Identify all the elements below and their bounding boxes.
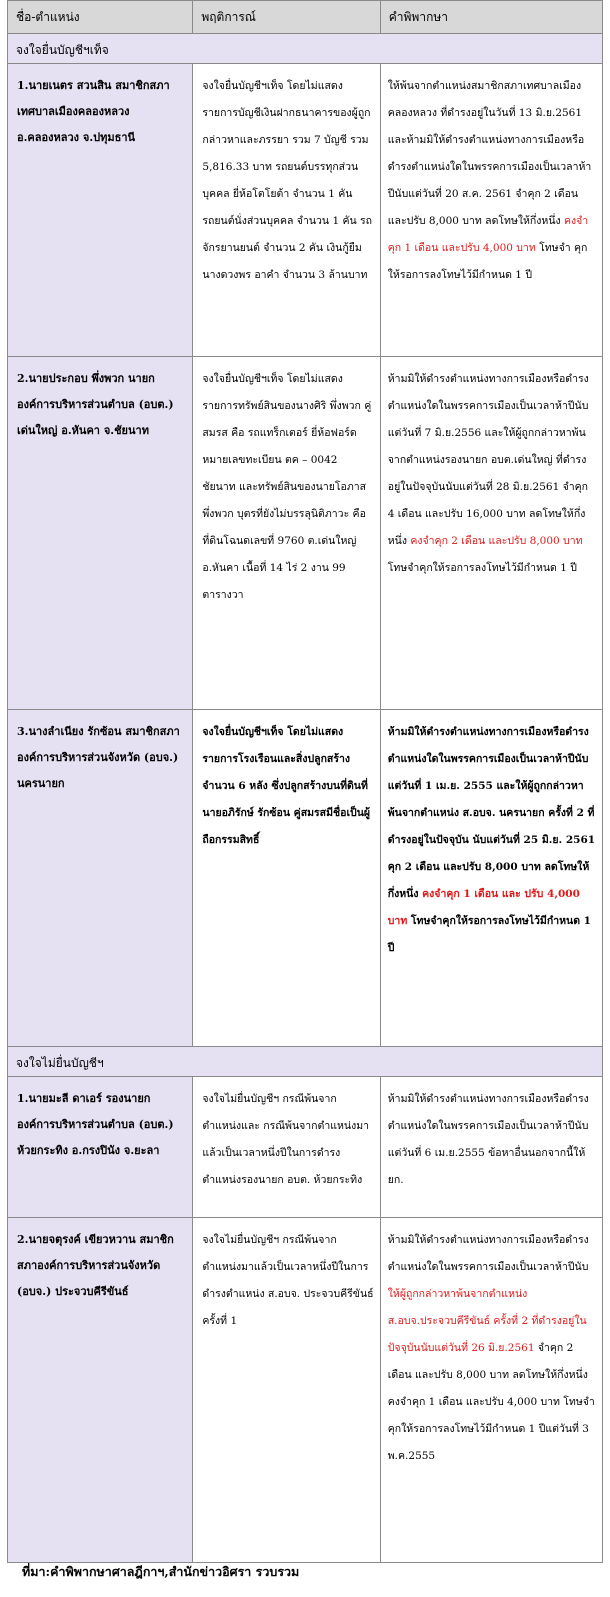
table-row [7,64,603,357]
table-row [7,357,603,710]
behavior-cell: จงใจยื่นบัญชีฯเท็จ โดยไม่แสดงรายการทรัพย์สินของนางศิริ พึ่งพวก คู่สมรส คือ รถแทร็กเตอร์ ยี่ห้อฟอร์ด หมายเลขทะเบียน ตค – 0042 ชัยนาท และทรัพย์สินของนายโอภาส พึ่งพวก บุตรที่ยังไม่บรรลุนิติภาวะ คือ ที่ดินโฉนดเลขที่ 9760 ต.เด่นใหญ่ อ.หันคา เนื้อที่ 14 ไร่ 2 งาน 99 ตารางวา [193,357,380,709]
person-cell: 3.นางลำเนียง รักซ้อน สมาชิกสภาองค์การบริหารส่วนจังหวัด (อบจ.) นครนายก [8,710,193,1046]
source-note: ที่มา:คำพิพากษาศาลฎีกาฯ,สำนักข่าวอิศรา รวบรวม [22,1564,300,1579]
person-cell: 2.นายประกอบ พึ่งพวก นายกองค์การบริหารส่วนตำบล (อบต.) เด่นใหญ่ อ.หันคา จ.ชัยนาท [8,357,193,709]
verdict-text: ให้พ้นจากตำแหน่งสมาชิกสภาเทศบาลเมืองคลองหลวง ที่ดำรงอยู่ในวันที่ 13 มิ.ย.2561 และห้ามมิให้ดำรงตำแหน่งทางการเมืองหรือดำรงตำแหน่งใดในพรรคการเมืองเป็นเวลาห้าปีนับแต่วันที่ 20 ส.ค. 2561 จำคุก 2 เดือน และปรับ 8,000 บาท ลดโทษให้กึ่งหนึ่ง [387,80,592,227]
verdict-highlight: คงจำคุก 1 เดือน และปรับ 4,000 บาท [387,215,589,254]
verdict-text: โทษจำ คุกให้รอการลงโทษไว้มีกำหนด 1 ปี [387,242,588,281]
behavior-cell: จงใจยื่นบัญชีฯเท็จ โดยไม่แสดงรายการบัญชีเงินฝากธนาคารของผู้ถูกกล่าวหาและภรรยา รวม 7 บัญชี รวม 5,816.33 บาท รถยนต์บรรทุกส่วนบุคคล ยี่ห้อโตโยต้า จำนวน 1 คัน รถยนต์นั่งส่วนบุคคล จำนวน 1 คัน รถจักรยานยนต์ จำนวน 2 คัน เงินกู้ยืมนางดวงพร อาคำ จำนวน 3 ล้านบาท [193,64,380,356]
table-header [7,0,603,34]
verdict-cell: ห้ามมิให้ดำรงตำแหน่งทางการเมืองหรือดำรงตำแหน่งใดในพรรคการเมืองเป็นเวลาห้าปีนับแต่วันที่ 6 เม.ย.2555 ข้อหาอื่นนอกจากนี้ให้ยก. [381,1077,602,1217]
behavior-cell: จงใจไม่ยื่นบัญชีฯ กรณีพ้นจากตำแหน่งและ กรณีพ้นจากตำแหน่งมาแล้วเป็นเวลาหนึ่งปีในการดำรงตำแหน่งรองนายก อบต. ห้วยกระทิง [193,1077,380,1217]
verdict-text: จำคุก 2 เดือน และปรับ 8,000 บาท ลดโทษให้กึ่งหนึ่ง คงจำคุก 1 เดือน และปรับ 4,000 บาท โทษจำคุกให้รอการลงโทษไว้มีกำหนด 1 ปีแต่วันที่ 3 พ.ค.2555 [387,1342,595,1462]
verdict-highlight: คงจำคุก 2 เดือน และปรับ 8,000 บาท [410,535,583,547]
table-row [7,1218,603,1563]
verdict-text: โทษจำคุกให้รอการลงโทษไว้มีกำหนด 1 ปี [387,562,577,574]
verdict-highlight: คงจำคุก 1 เดือน และ ปรับ 4,000 บาท [387,888,580,927]
verdict-text: ห้ามมิให้ดำรงตำแหน่งทางการเมืองหรือดำรงตำแหน่งใดในพรรคการเมืองเป็นเวลาห้าปีนับแต่วันที่ 1 เม.ย. 2555 และให้ผู้ถูกกล่าวหาพ้นจากตำแหน่ง ส.อบจ. นครนายก ครั้งที่ 2 ที่ดำรงอยู่ในปัจจุบัน นับแต่วันที่ 25 มิ.ย. 2561 คุก 2 เดือน และปรับ 8,000 บาท ลดโทษให้กึ่งหนึ่ง [387,726,596,900]
section-non-declaration: จงใจไม่ยื่นบัญชีฯ [7,1047,603,1077]
person-cell: 1.นายเนตร สวนสิน สมาชิกสภาเทศบาลเมืองคลองหลวง อ.คลองหลวง จ.ปทุมธานี [8,64,193,356]
verdict-table [7,0,603,1563]
header-behavior: พฤติการณ์ [193,1,380,33]
verdict-highlight: ให้ผู้ถูกกล่าวหาพ้นจากตำแหน่ง ส.อบจ.ประจวบคีรีขันธ์ ครั้งที่ 2 ที่ดำรงอยู่ในปัจจุบันนับแต่วันที่ 26 มิ.ย.2561 [387,1288,587,1354]
behavior-cell: จงใจยื่นบัญชีฯเท็จ โดยไม่แสดงรายการโรงเรือนและสิ่งปลูกสร้าง จำนวน 6 หลัง ซึ่งปลูกสร้างบนที่ดินที่นายอภิรักษ์ รักซ้อน คู่สมรสมีชื่อเป็นผู้ถือกรรมสิทธิ์ [193,710,380,1046]
verdict-cell [381,357,602,709]
person-cell: 2.นายจตุรงค์ เขียวหวาน สมาชิกสภาองค์การบริหารส่วนจังหวัด (อบจ.) ประจวบคีรีขันธ์ [8,1218,193,1562]
verdict-text: ห้ามมิให้ดำรงตำแหน่งทางการเมืองหรือดำรงตำแหน่งใดในพรรคการเมืองเป็นเวลาห้าปีนับแต่วันที่ 7 มิ.ย.2556 และให้ผู้ถูกกล่าวหาพ้นจากตำแหน่งรองนายก อบต.เด่นใหญ่ ที่ดำรงอยู่ในปัจจุบันนับแต่วันที่ 28 มิ.ย.2561 จำคุก 4 เดือน และปรับ 16,000 บาท ลดโทษให้กึ่งหนึ่ง [387,373,589,547]
table-row [7,710,603,1047]
verdict-cell [381,64,602,356]
verdict-text: ห้ามมิให้ดำรงตำแหน่งทางการเมืองหรือดำรงตำแหน่งใดในพรรคการเมืองเป็นเวลาห้าปีนับ [387,1234,589,1273]
table-row [7,1077,603,1218]
header-name: ชื่อ-ตำแหน่ง [8,1,193,33]
verdict-cell [381,1218,602,1562]
verdict-cell [381,710,602,1046]
header-verdict: คำพิพากษา [388,10,448,24]
behavior-cell: จงใจไม่ยื่นบัญชีฯ กรณีพ้นจากตำแหน่งมาแล้วเป็นเวลาหนึ่งปีในการดำรงตำแหน่ง ส.อบจ. ประจวบคีรีขันธ์ ครั้งที่ 1 [193,1218,380,1562]
section-false-declaration: จงใจยื่นบัญชีฯเท็จ [7,34,603,64]
person-cell: 1.นายมะลี ดาเอร์ รองนายกองค์การบริหารส่วนตำบล (อบต.) ห้วยกระทิง อ.กรงปินัง จ.ยะลา [8,1077,193,1217]
verdict-text: โทษจำคุกให้รอการลงโทษไว้มีกำหนด 1 ปี [387,915,591,954]
